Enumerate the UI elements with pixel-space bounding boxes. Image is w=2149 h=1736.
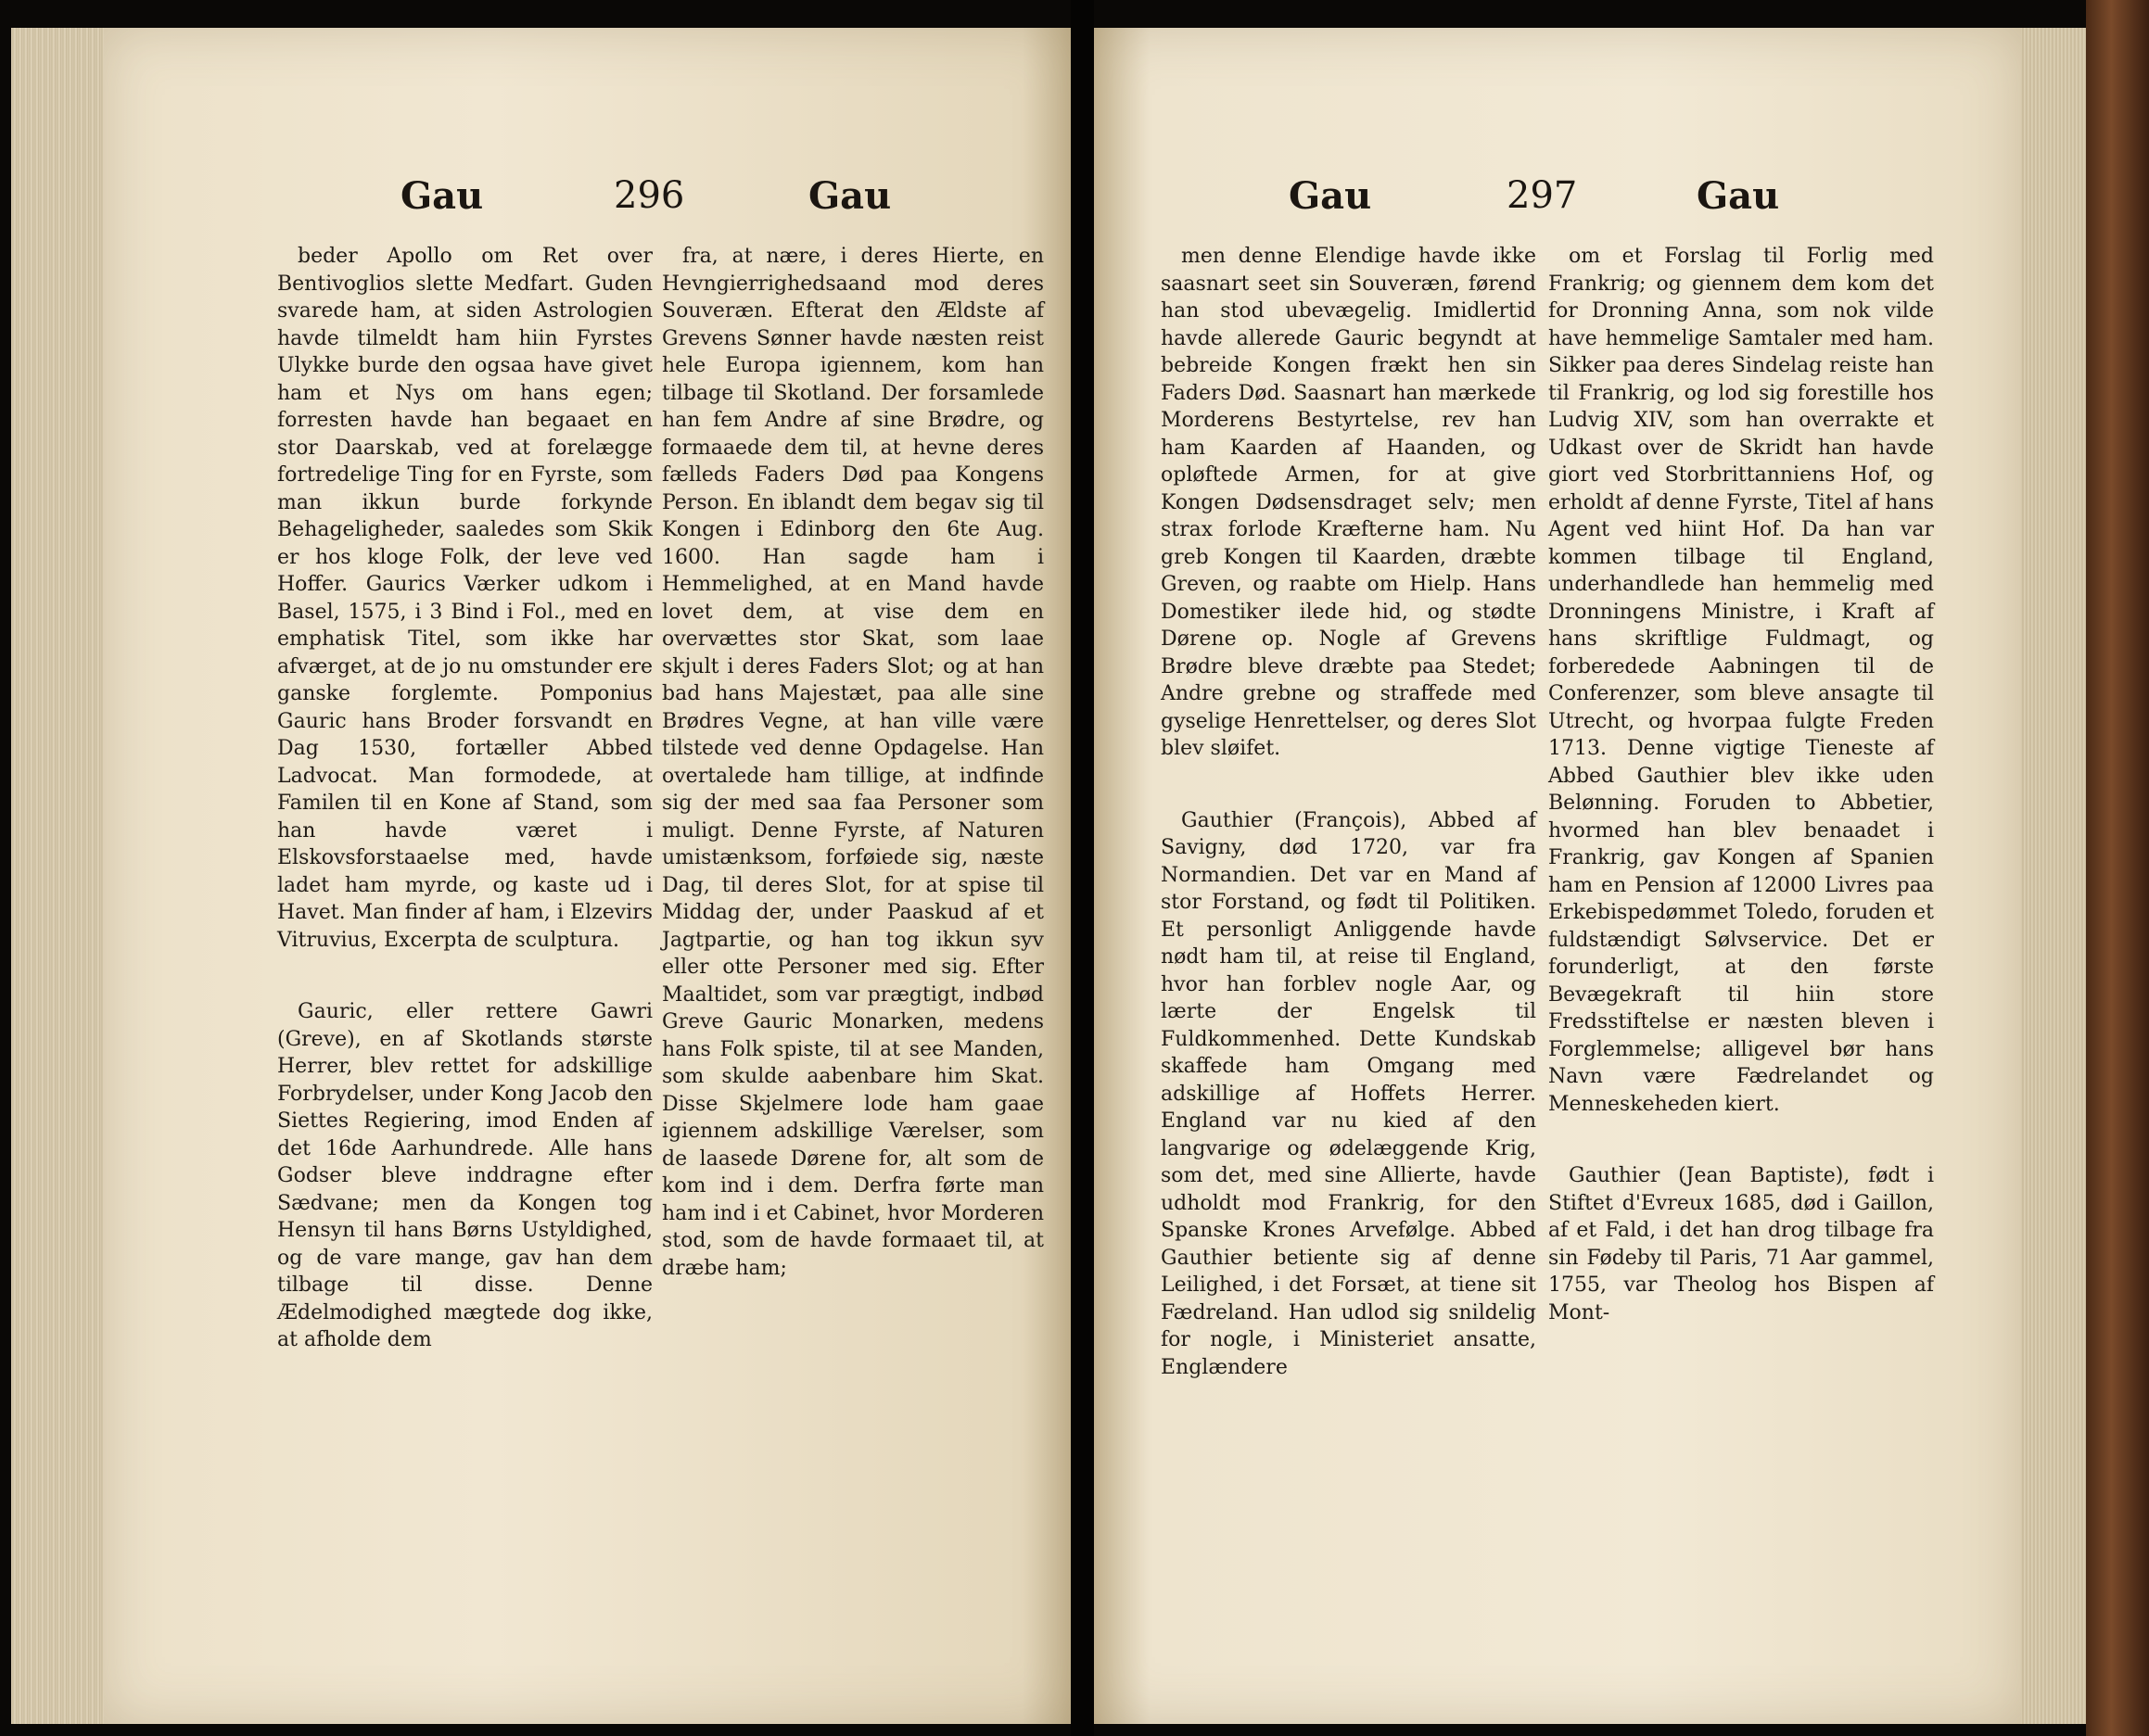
text-column-1 bbox=[1161, 243, 1536, 1381]
page-number: 296 bbox=[614, 174, 685, 217]
header-guide-word-right: Gau bbox=[1697, 174, 1780, 218]
text-column-2 bbox=[662, 243, 1044, 1282]
running-header bbox=[1094, 137, 2021, 221]
page-edges-right bbox=[2021, 28, 2086, 1724]
book-gutter bbox=[1071, 0, 1094, 1736]
header-guide-word-right: Gau bbox=[808, 174, 892, 218]
paragraph: fra, at nære, i deres Hierte, en Hevngierrighedsaand mod deres Souveræn. Efterat den Ældste af Grevens Sønner havde næsten reist hele Europa igiennem, kom han tilbage til Skotland. Der forsamlede han fem Andre af sine Brødre, og formaaede dem til, at hevne deres fælleds Faders Død paa Kongens Person. En iblandt dem begav sig til Kongen i Edinborg den 6te Aug. 1600. Han sagde ham i Hemmelighed, at en Mand havde lovet dem, at vise dem en overvættes stor Skat, som laae skjult i deres Faders Slot; og at han bad hans Majestæt, paa alle sine Brødres Vegne, at han ville være tilstede ved denne Opdagelse. Han overtalede ham tillige, at indfinde sig der med saa faa Personer som muligt. Denne Fyrste, af Naturen umistænksom, forføiede sig, næste Dag, til deres Slot, for at spise til Middag der, under Paaskud af et Jagtpartie, og han tog ikkun syv eller otte Personer med sig. Efter Maaltidet, som var prægtigt, indbød Greve Gauric Monarken, medens hans Folk spiste, til at see Manden, som skulde aabenbare him Skat. Disse Skjelmere lode ham gaae igiennem adskillige Værelser, som de laasede Dørene for, alt som de kom ind i dem. Derfra førte man ham ind i et Cabinet, hvor Morderen stod, som de havde formaaet til, at dræbe ham; bbox=[662, 245, 1044, 1280]
header-guide-word-left: Gau bbox=[1289, 174, 1372, 218]
leather-cover bbox=[2086, 0, 2149, 1736]
paragraph: beder Apollo om Ret over Bentivoglios slette Medfart. Guden svarede ham, at siden Astrologien havde tilmeldt ham hiin Fyrstes Ulykke burde den ogsaa have givet ham et Nys om hans egen; forresten havde han begaaet en stor Daarskab, ved at forelægge fortredelige Ting for en Fyrste, som man ikkun burde forkynde Behageligheder, saaledes som Skik er hos kloge Folk, der leve ved Hoffer. Gaurics Værker udkom i Basel, 1575, i 3 Bind i Fol., med en emphatisk Titel, som ikke har afværget, at de jo nu omstunder ere ganske forglemte. Pomponius Gauric hans Broder forsvandt en Dag 1530, fortæller Abbed Ladvocat. Man formodede, at Familen til en Kone af Stand, som han havde været i Elskovsforstaaelse med, havde ladet ham myrde, og kaste ud i Havet. Man finder af ham, i Elzevirs Vitruvius, Excerpta de sculptura. bbox=[277, 245, 653, 952]
text-column-2 bbox=[1548, 243, 1934, 1326]
running-header bbox=[104, 137, 1071, 221]
paragraph: om et Forslag til Forlig med Frankrig; og giennem dem kom det for Dronning Anna, som nok vilde have hemmelige Samtaler med ham. Sikker paa deres Sindelag reiste han til Frankrig, og lod sig forestille hos Ludvig XIV, som han overrakte et Udkast over de Skridt han havde giort ved Storbrittanniens Hof, og erholdt af denne Fyrste, Titel af hans Agent ved hiint Hof. Da han var kommen tilbage til England, underhandlede han hemmelig med Dronningens Ministre, i Kraft af hans skriftlige Fuldmagt, og forberedede Aabningen til de Conferenzer, som bleve ansagte til Utrecht, og hvorpaa fulgte Freden 1713. Denne vigtige Tieneste af Abbed Gauthier blev ikke uden Belønning. Foruden to Abbetier, hvormed han blev benaadet i Frankrig, gav Kongen af Spanien ham en Pension af 12000 Livres paa Erkebispedømmet Toledo, foruden et fuldstændigt Sølvservice. Det er forunderligt, at den første Bevægekraft til hiin store Fredsstiftelse er næsten bleven i Forglemmelse; alligevel bør hans Navn være Fædrelandet og Menneskeheden kiert. bbox=[1548, 245, 1934, 1116]
paragraph: Gauthier (François), Abbed af Savigny, død 1720, var fra Normandien. Det var en Mand af stor Forstand, og født til Politiken. Et personligt Anliggende havde nødt ham til, at reise til England, hvor han forblev nogle Aar, og lærte der Engelsk til Fuldkommenhed. Dette Kundskab skaffede ham Omgang med adskillige af Hoffets Herrer. England var nu kied af den langvarige og ødelæggende Krig, som det, med sine Allierte, havde udholdt mod Frankrig, for den Spanske Krones Arvefølge. Abbed Gauthier betiente sig af denne Leilighed, i det Forsæt, at tiene sit Fædreland. Han udlod sig snildelig for nogle, i Ministeriet ansatte, Englændere bbox=[1161, 808, 1536, 1379]
text-column-1 bbox=[277, 243, 653, 1354]
page-edges-left bbox=[11, 28, 104, 1724]
right-page bbox=[1094, 28, 2021, 1724]
header-guide-word-left: Gau bbox=[401, 174, 484, 218]
paragraph: Gauric, eller rettere Gawri (Greve), en af Skotlands største Herrer, blev rettet for adskillige Forbrydelser, under Kong Jacob den Siettes Regiering, imod Enden af det 16de Aarhundrede. Alle hans Godser bleve inddragne efter Sædvane; men da Kongen tog Hensyn til hans Børns Ustyldighed, og de vare mange, gav han dem tilbage til disse. Denne Ædelmodighed mægtede dog ikke, at afholde dem bbox=[277, 1000, 653, 1351]
paragraph: Gauthier (Jean Baptiste), født i Stiftet d'Evreux 1685, død i Gaillon, af et Fald, i det han drog tilbage fra sin Fødeby til Paris, 71 Aar gammel, 1755, var Theolog hos Bispen af Mont- bbox=[1548, 1164, 1934, 1324]
left-page bbox=[104, 28, 1071, 1724]
paragraph: men denne Elendige havde ikke saasnart seet sin Souveræn, førend han stod ubevægelig. Imidlertid havde allerede Gauric begyndt at bebreide Kongen frækt hen sin Faders Død. Saasnart han mærkede Morderens Bestyrtelse, rev han ham Kaarden af Haanden, og opløftede Armen, for at give Kongen Dødsensdraget selv; men strax forlode Kræfterne ham. Nu greb Kongen til Kaarden, dræbte Greven, og raabte om Hielp. Hans Domestiker ilede hid, og stødte Dørene op. Nogle af Grevens Brødre bleve dræbte paa Stedet; Andre grebne og straffede med gyselige Henrettelser, og deres Slot blev sløifet. bbox=[1161, 245, 1536, 760]
page-number: 297 bbox=[1507, 174, 1578, 217]
